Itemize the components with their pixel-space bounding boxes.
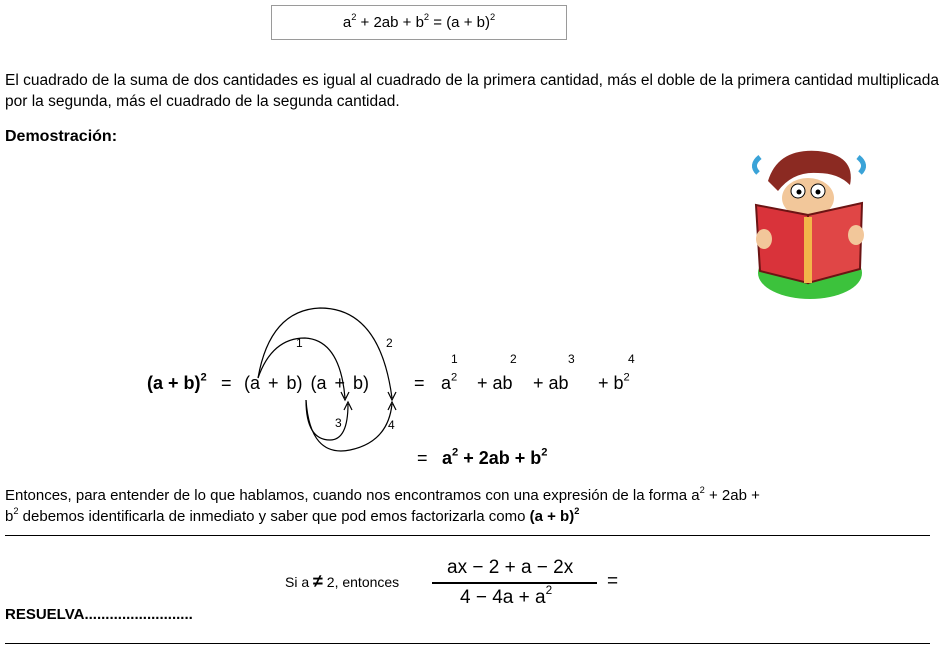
proof-equals-1: = (221, 373, 232, 393)
fraction-equals: = (607, 571, 619, 592)
result-expression: $a^2 + 2ab + b^2$ (442, 446, 548, 468)
fraction-bar (432, 582, 597, 584)
arrow-index-2: 2 (386, 336, 393, 350)
term-index-3: 3 (568, 352, 575, 366)
demonstration-heading: Demostración: (5, 128, 118, 145)
term-1: $a^2$ (441, 371, 458, 393)
term-index-1: 1 (451, 352, 458, 366)
resuelva-label: RESUELVA.......................... (5, 606, 193, 623)
proof-diagram (0, 300, 700, 480)
term-index-2: 2 (510, 352, 517, 366)
arrow-index-4: 4 (388, 418, 395, 432)
arrow-index-1: 1 (296, 336, 303, 350)
definition-paragraph: El cuadrado de la suma de dos cantidades es igual al cuadrado de la primera cantidad, más el doble de la primera cantidad multiplicada por la segunda, más el cuadrado de la segunda cantidad. (5, 72, 940, 110)
exercise (285, 555, 645, 615)
divider-top (5, 535, 930, 536)
reading-person-illustration (738, 143, 878, 303)
fraction-numerator: ax − 2 + a − 2x (447, 557, 574, 578)
term-3: + ab (533, 373, 569, 393)
proof-factors: (a + b) (a + b) (244, 373, 370, 393)
formula-text: $a^2 + 2ab + b^2 = (a + b)^2$ (342, 12, 496, 31)
fraction-denominator: $4 - 4a + a^2$ (460, 584, 553, 608)
paragraph-line-1: Entonces, para entender de lo que hablamos, cuando nos encontramos con una expresión de la forma $a^2 + 2ab$ + (5, 485, 760, 504)
formula-box (271, 5, 567, 40)
proof-lhs: $(a + b)^2$ (147, 371, 207, 393)
paragraph-line-2: $b^2$ debemos identificarla de inmediato y saber que pod emos factorizarla como $(a + b)^2$ (5, 506, 580, 525)
arrow-index-3: 3 (335, 416, 342, 430)
term-2: + ab (477, 373, 513, 393)
divider-bottom (5, 643, 930, 644)
result-equals: = (417, 448, 428, 468)
exercise-condition: Si a ≠ 2, entonces (285, 571, 400, 591)
proof-equals-2: = (414, 373, 425, 393)
term-index-4: 4 (628, 352, 635, 366)
term-4: + $b^2$ (598, 371, 630, 393)
